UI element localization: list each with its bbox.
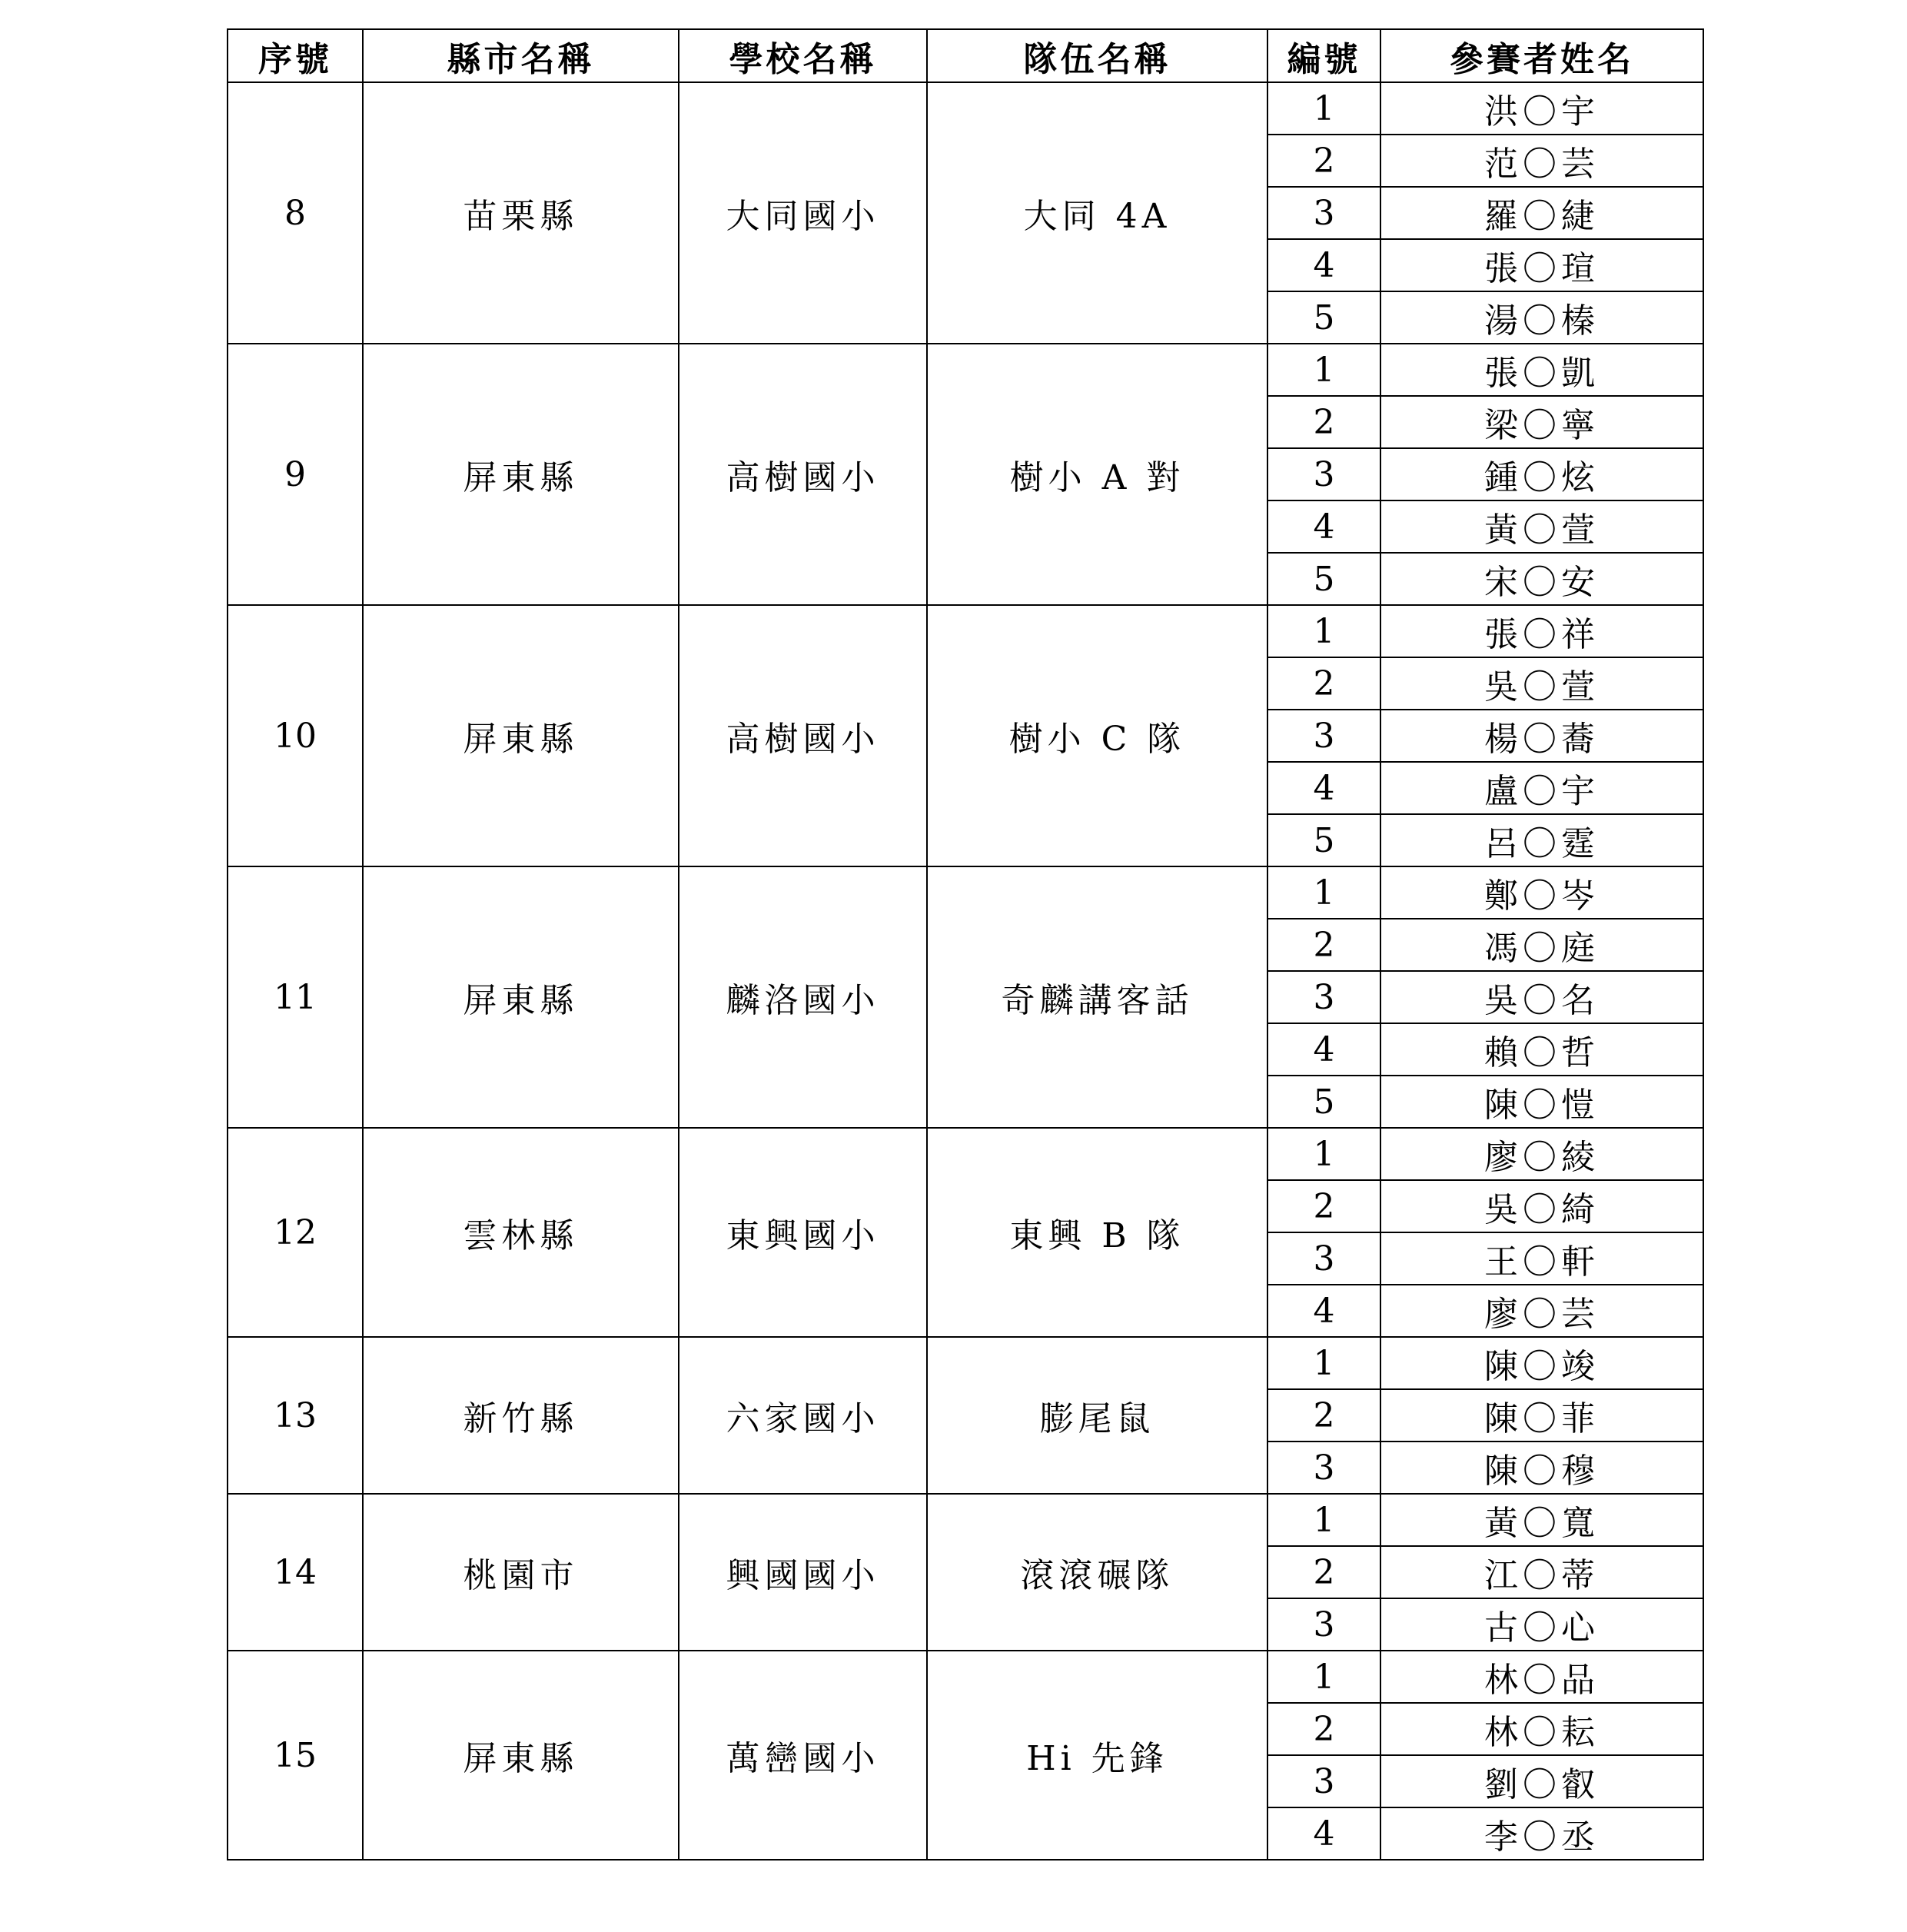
member-name-cell: 馮〇庭 (1380, 919, 1703, 971)
team-school-cell: 大同國小 (679, 82, 927, 344)
team-name-cell: 滾滾碾隊 (927, 1494, 1267, 1651)
team-school-cell: 高樹國小 (679, 344, 927, 605)
member-number-cell: 4 (1267, 1285, 1380, 1337)
team-county-cell: 桃園市 (363, 1494, 679, 1651)
team-name-cell: 樹小 A 對 (927, 344, 1267, 605)
table-row (228, 605, 1703, 657)
member-number-cell: 4 (1267, 1023, 1380, 1076)
member-name-cell: 呂〇霆 (1380, 814, 1703, 866)
member-name-cell: 劉〇叡 (1380, 1755, 1703, 1807)
member-number-cell: 1 (1267, 1128, 1380, 1180)
team-seq-cell: 13 (228, 1337, 363, 1494)
member-name-cell: 陳〇穆 (1380, 1442, 1703, 1494)
member-name-cell: 賴〇哲 (1380, 1023, 1703, 1076)
member-name-cell: 李〇丞 (1380, 1807, 1703, 1860)
team-county-cell: 屏東縣 (363, 1651, 679, 1860)
header-school: 學校名稱 (679, 29, 927, 82)
team-county-cell: 苗栗縣 (363, 82, 679, 344)
participant-table (227, 28, 1704, 1861)
member-name-cell: 鍾〇炫 (1380, 448, 1703, 500)
member-name-cell: 宋〇安 (1380, 553, 1703, 605)
member-name-cell: 湯〇榛 (1380, 291, 1703, 344)
member-number-cell: 5 (1267, 291, 1380, 344)
member-name-cell: 林〇耘 (1380, 1703, 1703, 1755)
team-county-cell: 屏東縣 (363, 344, 679, 605)
table-row (228, 1494, 1703, 1546)
member-number-cell: 3 (1267, 1598, 1380, 1651)
member-number-cell: 2 (1267, 135, 1380, 187)
member-name-cell: 張〇瑄 (1380, 239, 1703, 291)
header-row (228, 29, 1703, 82)
table-row (228, 1651, 1703, 1703)
team-seq-cell: 12 (228, 1128, 363, 1337)
team-seq-cell: 14 (228, 1494, 363, 1651)
team-seq-cell: 15 (228, 1651, 363, 1860)
member-number-cell: 1 (1267, 344, 1380, 396)
team-name-cell: 膨尾鼠 (927, 1337, 1267, 1494)
member-name-cell: 廖〇芸 (1380, 1285, 1703, 1337)
table-row (228, 866, 1703, 919)
team-name-cell: 大同 4A (927, 82, 1267, 344)
member-number-cell: 2 (1267, 919, 1380, 971)
member-number-cell: 3 (1267, 710, 1380, 762)
member-number-cell: 3 (1267, 1232, 1380, 1285)
member-number-cell: 5 (1267, 553, 1380, 605)
team-seq-cell: 8 (228, 82, 363, 344)
member-name-cell: 陳〇菲 (1380, 1389, 1703, 1442)
member-number-cell: 2 (1267, 1389, 1380, 1442)
member-name-cell: 廖〇綾 (1380, 1128, 1703, 1180)
team-name-cell: 樹小 C 隊 (927, 605, 1267, 866)
member-number-cell: 2 (1267, 657, 1380, 710)
member-name-cell: 古〇心 (1380, 1598, 1703, 1651)
member-number-cell: 2 (1267, 1180, 1380, 1232)
member-number-cell: 3 (1267, 1755, 1380, 1807)
member-number-cell: 4 (1267, 500, 1380, 553)
member-name-cell: 梁〇寧 (1380, 396, 1703, 448)
member-name-cell: 洪〇宇 (1380, 82, 1703, 135)
team-name-cell: 東興 B 隊 (927, 1128, 1267, 1337)
member-number-cell: 1 (1267, 1337, 1380, 1389)
member-number-cell: 1 (1267, 866, 1380, 919)
member-name-cell: 陳〇竣 (1380, 1337, 1703, 1389)
member-number-cell: 3 (1267, 971, 1380, 1023)
member-number-cell: 2 (1267, 1546, 1380, 1598)
team-county-cell: 雲林縣 (363, 1128, 679, 1337)
member-name-cell: 羅〇緁 (1380, 187, 1703, 239)
member-number-cell: 1 (1267, 1651, 1380, 1703)
member-name-cell: 吳〇名 (1380, 971, 1703, 1023)
table-row (228, 82, 1703, 135)
table-row (228, 1128, 1703, 1180)
member-number-cell: 3 (1267, 448, 1380, 500)
member-name-cell: 黃〇寬 (1380, 1494, 1703, 1546)
team-school-cell: 六家國小 (679, 1337, 927, 1494)
team-school-cell: 萬巒國小 (679, 1651, 927, 1860)
table-body (228, 82, 1703, 1860)
team-seq-cell: 9 (228, 344, 363, 605)
member-number-cell: 1 (1267, 1494, 1380, 1546)
member-number-cell: 4 (1267, 239, 1380, 291)
member-number-cell: 4 (1267, 762, 1380, 814)
team-school-cell: 東興國小 (679, 1128, 927, 1337)
team-county-cell: 屏東縣 (363, 605, 679, 866)
table-row (228, 1337, 1703, 1389)
member-name-cell: 范〇芸 (1380, 135, 1703, 187)
team-seq-cell: 11 (228, 866, 363, 1128)
header-number: 編號 (1267, 29, 1380, 82)
member-number-cell: 5 (1267, 1076, 1380, 1128)
member-name-cell: 鄭〇岑 (1380, 866, 1703, 919)
member-name-cell: 黃〇萱 (1380, 500, 1703, 553)
team-school-cell: 高樹國小 (679, 605, 927, 866)
member-name-cell: 陳〇愷 (1380, 1076, 1703, 1128)
header-participant: 參賽者姓名 (1380, 29, 1703, 82)
member-name-cell: 林〇品 (1380, 1651, 1703, 1703)
member-number-cell: 3 (1267, 1442, 1380, 1494)
member-number-cell: 3 (1267, 187, 1380, 239)
member-number-cell: 1 (1267, 82, 1380, 135)
member-name-cell: 吳〇綺 (1380, 1180, 1703, 1232)
team-county-cell: 新竹縣 (363, 1337, 679, 1494)
member-name-cell: 張〇凱 (1380, 344, 1703, 396)
member-number-cell: 2 (1267, 396, 1380, 448)
team-county-cell: 屏東縣 (363, 866, 679, 1128)
team-seq-cell: 10 (228, 605, 363, 866)
member-name-cell: 王〇軒 (1380, 1232, 1703, 1285)
member-name-cell: 江〇蒂 (1380, 1546, 1703, 1598)
member-number-cell: 5 (1267, 814, 1380, 866)
member-name-cell: 吳〇萱 (1380, 657, 1703, 710)
member-name-cell: 盧〇宇 (1380, 762, 1703, 814)
member-number-cell: 2 (1267, 1703, 1380, 1755)
member-name-cell: 楊〇蕎 (1380, 710, 1703, 762)
team-name-cell: Hi 先鋒 (927, 1651, 1267, 1860)
header-county: 縣市名稱 (363, 29, 679, 82)
table-row (228, 344, 1703, 396)
team-school-cell: 麟洛國小 (679, 866, 927, 1128)
header-team: 隊伍名稱 (927, 29, 1267, 82)
header-seq: 序號 (228, 29, 363, 82)
team-name-cell: 奇麟講客話 (927, 866, 1267, 1128)
member-name-cell: 張〇祥 (1380, 605, 1703, 657)
team-school-cell: 興國國小 (679, 1494, 927, 1651)
member-number-cell: 4 (1267, 1807, 1380, 1860)
member-number-cell: 1 (1267, 605, 1380, 657)
